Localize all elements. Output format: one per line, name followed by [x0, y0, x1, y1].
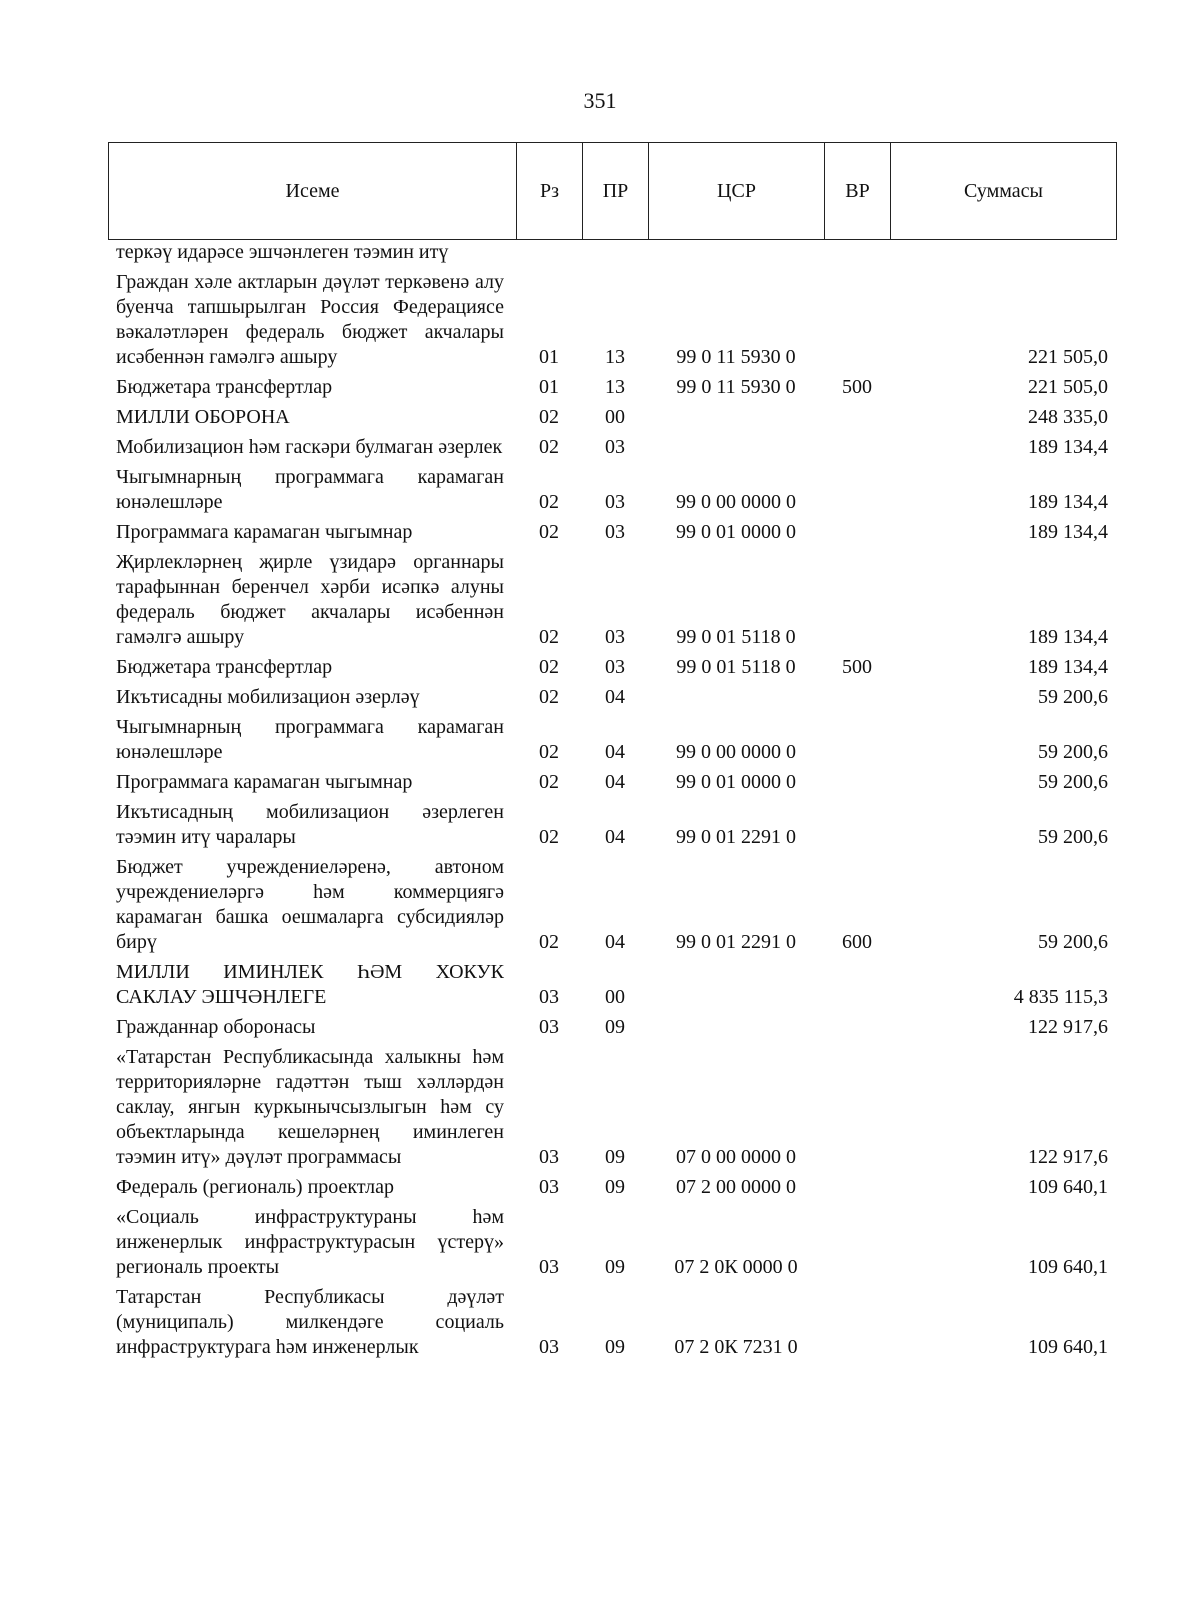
- row-csr: 99 0 01 5118 0: [676, 626, 796, 648]
- row-name: Бюджетара трансфертлар: [116, 376, 333, 398]
- row-rz: 02: [539, 491, 559, 513]
- row-vr: [824, 402, 890, 432]
- table-row: [108, 852, 1116, 957]
- row-name: Программага карамаган чыгымнар: [116, 771, 413, 793]
- table-row: [108, 240, 1116, 267]
- row-name: Мобилизацион һәм гаскәри булмаган әзерлек: [116, 436, 503, 458]
- row-vr: [824, 1042, 890, 1172]
- row-pr: 09: [605, 1176, 625, 1198]
- budget-table-body: [108, 240, 1116, 1362]
- table-row: [108, 267, 1116, 372]
- row-vr: 600: [842, 931, 872, 953]
- table-row: [108, 1042, 1116, 1172]
- budget-table: [108, 240, 1116, 1362]
- row-sum: 189 134,4: [1028, 656, 1108, 678]
- row-sum: 221 505,0: [1028, 376, 1108, 398]
- row-pr: 09: [605, 1336, 625, 1358]
- row-rz: 02: [539, 686, 559, 708]
- row-sum: 189 134,4: [1028, 436, 1108, 458]
- header-rz: Рз: [517, 143, 583, 240]
- row-csr: 07 2 00 0000 0: [676, 1176, 796, 1198]
- row-sum: 59 200,6: [1038, 686, 1108, 708]
- row-rz: 02: [539, 521, 559, 543]
- row-csr: 99 0 11 5930 0: [676, 346, 796, 368]
- page-number: 351: [583, 88, 617, 113]
- header-name: Исеме: [109, 143, 517, 240]
- row-sum: 59 200,6: [1038, 931, 1108, 953]
- table-header: [108, 142, 1117, 240]
- row-name: Икътисадны мобилизацион әзерләү: [116, 686, 420, 708]
- row-rz: 02: [539, 931, 559, 953]
- row-vr: [824, 432, 890, 462]
- row-pr: 00: [605, 406, 625, 428]
- row-csr: 99 0 01 2291 0: [676, 826, 796, 848]
- row-name: «Социаль инфраструктураны һәм инженерлык инфраструктурасын үстерү» региональ проекты: [116, 1206, 504, 1278]
- row-pr: 09: [605, 1016, 625, 1038]
- row-sum: 4 835 115,3: [1013, 986, 1108, 1008]
- row-vr: [824, 682, 890, 712]
- row-pr: 04: [605, 826, 625, 848]
- row-rz: 02: [539, 626, 559, 648]
- row-sum: 189 134,4: [1028, 626, 1108, 648]
- table-row: [108, 547, 1116, 652]
- row-rz: 03: [539, 1336, 559, 1358]
- row-name: теркәү идарәсе эшчәнлеген тәэмин итү: [116, 241, 449, 263]
- row-sum: 221 505,0: [1028, 346, 1108, 368]
- row-csr: 99 0 01 5118 0: [676, 656, 796, 678]
- row-csr: [648, 682, 824, 712]
- row-csr: [648, 402, 824, 432]
- row-name: Җирлекләрнең җирле үзидарә органнары тарафыннан беренчел хәрби исәпкә алуны федераль бюджет акчалары исәбеннән гамәлгә ашыру: [116, 551, 504, 648]
- header-csr: ЦСР: [649, 143, 825, 240]
- row-csr: 99 0 11 5930 0: [676, 376, 796, 398]
- row-pr: 04: [605, 686, 625, 708]
- table-row: [108, 682, 1116, 712]
- row-csr: 07 2 0К 7231 0: [674, 1336, 798, 1358]
- row-pr: [582, 240, 648, 267]
- row-vr: [824, 1282, 890, 1362]
- row-sum: 189 134,4: [1028, 491, 1108, 513]
- table-row: [108, 1172, 1116, 1202]
- row-rz: 02: [539, 826, 559, 848]
- row-sum: 59 200,6: [1038, 771, 1108, 793]
- row-name: Икътисадның мобилизацион әзерлеген тәэмин итү чаралары: [116, 801, 504, 848]
- row-vr: [824, 1012, 890, 1042]
- table-row: [108, 1202, 1116, 1282]
- row-name: Граждан хәле актларын дәүләт теркәвенә алу буенча тапшырылган Россия Федерациясе вәкаләтләрен федераль бюджет акчалары исәбеннән гамәлгә ашыру: [116, 271, 504, 368]
- row-pr: 09: [605, 1146, 625, 1168]
- row-pr: 04: [605, 741, 625, 763]
- header-vr: ВР: [825, 143, 891, 240]
- row-rz: 03: [539, 1256, 559, 1278]
- row-sum: [890, 240, 1116, 267]
- row-vr: 500: [842, 376, 872, 398]
- row-sum: 109 640,1: [1028, 1336, 1108, 1358]
- row-name: Бюджет учреждениеләренә, автоном учреждениеләргә һәм коммерциягә карамаган башка оешмаларга субсидияләр бирү: [116, 856, 504, 953]
- table-row: [108, 957, 1116, 1012]
- table-row: [108, 767, 1116, 797]
- row-rz: 03: [539, 1146, 559, 1168]
- row-rz: 02: [539, 436, 559, 458]
- row-csr: 99 0 00 0000 0: [676, 741, 796, 763]
- row-vr: [824, 462, 890, 517]
- row-sum: 248 335,0: [1028, 406, 1108, 428]
- row-pr: 04: [605, 931, 625, 953]
- row-sum: 189 134,4: [1028, 521, 1108, 543]
- row-name: Федераль (региональ) проектлар: [116, 1176, 394, 1198]
- row-name: Программага карамаган чыгымнар: [116, 521, 413, 543]
- row-rz: [516, 240, 582, 267]
- row-vr: [824, 1202, 890, 1282]
- table-row: [108, 1012, 1116, 1042]
- row-vr: [824, 712, 890, 767]
- table-row: [108, 652, 1116, 682]
- row-sum: 122 917,6: [1028, 1146, 1108, 1168]
- table-row: [108, 432, 1116, 462]
- row-name: Чыгымнарның программага карамаган юнәлешләре: [116, 466, 504, 513]
- row-csr: 07 0 00 0000 0: [676, 1146, 796, 1168]
- row-name: Татарстан Республикасы дәүләт (муниципаль) милкендәге социаль инфраструктурага һәм инженерлык: [116, 1286, 504, 1358]
- header-pr: ПР: [583, 143, 649, 240]
- row-csr: 99 0 00 0000 0: [676, 491, 796, 513]
- table-row: [108, 1282, 1116, 1362]
- table-row: [108, 797, 1116, 852]
- table-row: [108, 372, 1116, 402]
- row-pr: 04: [605, 771, 625, 793]
- row-vr: [824, 547, 890, 652]
- row-vr: [824, 957, 890, 1012]
- table-row: [108, 517, 1116, 547]
- row-csr: [648, 240, 824, 267]
- row-pr: 03: [605, 656, 625, 678]
- row-rz: 02: [539, 406, 559, 428]
- row-pr: 03: [605, 491, 625, 513]
- row-rz: 03: [539, 1176, 559, 1198]
- table-row: [108, 402, 1116, 432]
- row-csr: 99 0 01 0000 0: [676, 521, 796, 543]
- row-sum: 59 200,6: [1038, 741, 1108, 763]
- row-csr: [648, 957, 824, 1012]
- row-pr: 13: [605, 346, 625, 368]
- row-rz: 03: [539, 1016, 559, 1038]
- row-csr: [648, 1012, 824, 1042]
- row-pr: 03: [605, 521, 625, 543]
- row-csr: 99 0 01 0000 0: [676, 771, 796, 793]
- row-rz: 02: [539, 771, 559, 793]
- row-vr: [824, 1172, 890, 1202]
- table-row: [108, 462, 1116, 517]
- row-rz: 01: [539, 376, 559, 398]
- row-name: Чыгымнарның программага карамаган юнәлешләре: [116, 716, 504, 763]
- row-csr: 07 2 0К 0000 0: [674, 1256, 798, 1278]
- row-vr: [824, 797, 890, 852]
- header-sum: Суммасы: [891, 143, 1117, 240]
- row-rz: 01: [539, 346, 559, 368]
- row-name: МИЛЛИ ОБОРОНА: [116, 406, 290, 428]
- row-vr: [824, 267, 890, 372]
- row-sum: 109 640,1: [1028, 1176, 1108, 1198]
- row-pr: 03: [605, 436, 625, 458]
- row-name: Гражданнар оборонасы: [116, 1016, 316, 1038]
- row-vr: [824, 240, 890, 267]
- row-pr: 03: [605, 626, 625, 648]
- row-csr: [648, 432, 824, 462]
- row-name: МИЛЛИ ИМИНЛЕК ҺӘМ ХОКУК САКЛАУ ЭШЧӘНЛЕГЕ: [116, 961, 504, 1008]
- row-sum: 109 640,1: [1028, 1256, 1108, 1278]
- row-rz: 02: [539, 656, 559, 678]
- row-sum: 59 200,6: [1038, 826, 1108, 848]
- row-vr: 500: [842, 656, 872, 678]
- row-rz: 02: [539, 741, 559, 763]
- row-csr: 99 0 01 2291 0: [676, 931, 796, 953]
- row-vr: [824, 517, 890, 547]
- row-name: Бюджетара трансфертлар: [116, 656, 333, 678]
- row-pr: 00: [605, 986, 625, 1008]
- row-name: «Татарстан Республикасында халыкны һәм территорияләрне гадәттән тыш хәлләрдән саклау, янгын куркынычсызлыгын һәм су объектларында кешеләрнең иминлеген тәэмин итү» дәүләт программасы: [116, 1046, 504, 1168]
- row-vr: [824, 767, 890, 797]
- row-sum: 122 917,6: [1028, 1016, 1108, 1038]
- row-pr: 09: [605, 1256, 625, 1278]
- row-rz: 03: [539, 986, 559, 1008]
- row-pr: 13: [605, 376, 625, 398]
- table-row: [108, 712, 1116, 767]
